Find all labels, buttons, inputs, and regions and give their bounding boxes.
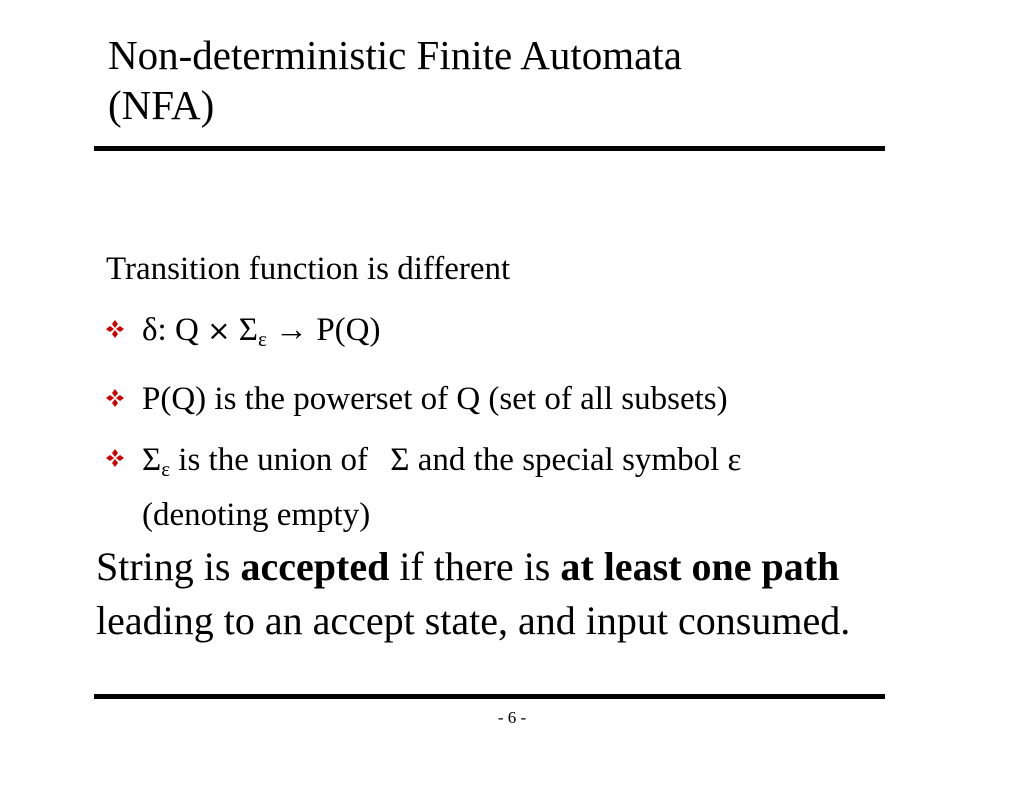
sigma-text: Σ xyxy=(230,312,258,348)
title-line-1: Non-deterministic Finite Automata xyxy=(108,32,682,78)
diamond-bullet-icon xyxy=(106,389,124,407)
bullet-sigma-epsilon xyxy=(106,437,926,538)
powerset-text: P(Q) is the powerset of Q (set of all subsets) xyxy=(142,381,728,417)
mapping-text: → P(Q) xyxy=(266,312,381,348)
closing-bold-path: at least one path xyxy=(560,544,840,589)
union-text-rest: Σ and the special symbol ε xyxy=(390,442,742,478)
intro-text: Transition function is different xyxy=(106,251,511,287)
cross-product-symbol: × xyxy=(207,314,231,347)
sigma-symbol: Σ xyxy=(142,442,162,478)
bullet-list xyxy=(106,308,926,554)
diamond-bullet-icon xyxy=(106,449,124,467)
diamond-bullet-icon xyxy=(106,320,124,338)
epsilon-subscript: ε xyxy=(161,457,171,481)
union-text-line2: (denoting empty) xyxy=(142,497,371,533)
closing-line-2: leading to an accept state, and input consumed. xyxy=(96,598,851,643)
slide-title xyxy=(108,30,868,130)
delta-text: δ: Q xyxy=(142,312,208,348)
closing-bold-accepted: accepted xyxy=(240,544,390,589)
bullet-transition-function xyxy=(106,308,926,361)
closing-part-1: String is xyxy=(96,544,241,589)
bottom-rule xyxy=(94,694,885,699)
bullet-powerset xyxy=(106,377,926,421)
top-rule xyxy=(94,146,885,151)
closing-part-2: if there is xyxy=(389,544,561,589)
epsilon-subscript: ε xyxy=(258,327,267,351)
union-text: is the union of xyxy=(170,442,377,478)
title-line-2: (NFA) xyxy=(108,82,215,128)
closing-statement xyxy=(96,540,996,648)
page-number: - 6 - xyxy=(497,708,527,727)
